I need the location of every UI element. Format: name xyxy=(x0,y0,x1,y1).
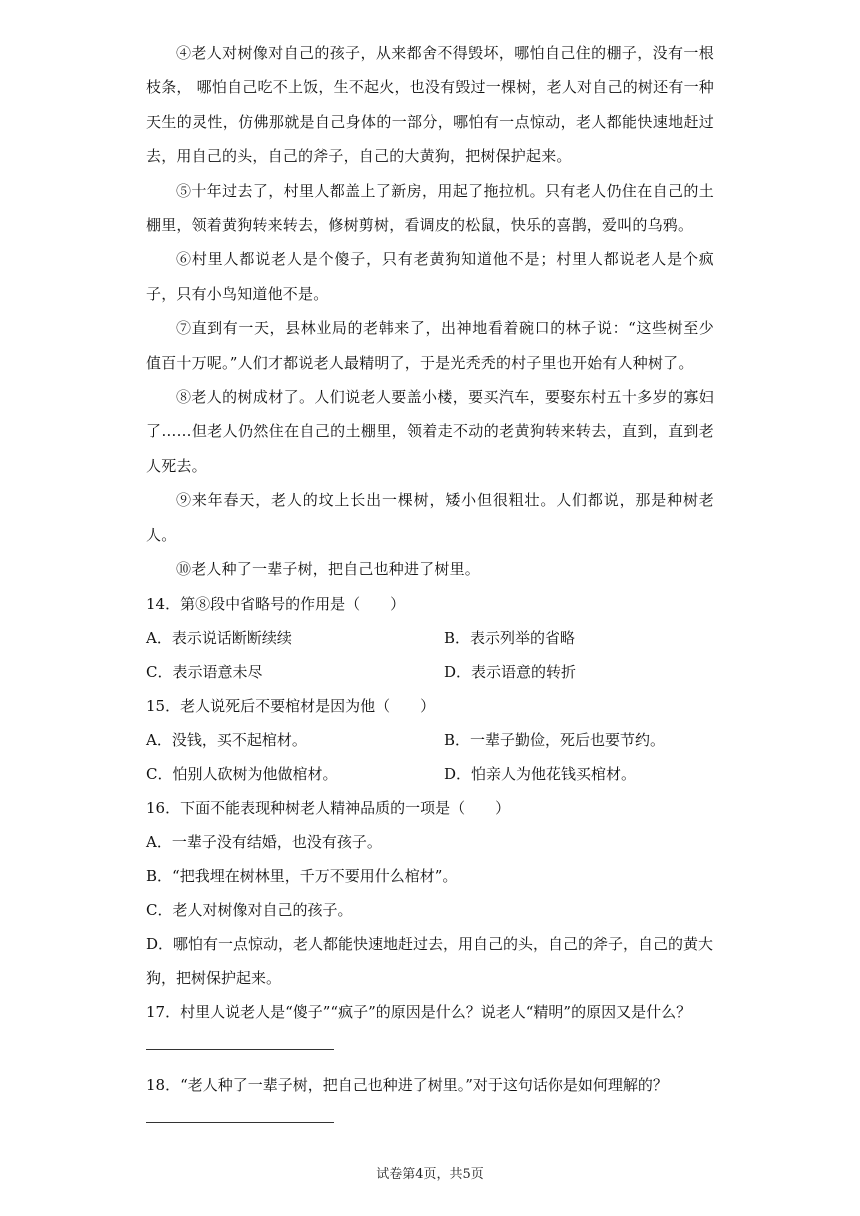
passage-paragraph-6: ⑥村里人都说老人是个傻子，只有老黄狗知道他不是；村里人都说老人是个疯子，只有小鸟知道他不是。 xyxy=(146,250,714,303)
question-17-stem: 17．村里人说老人是“傻子”“疯子”的原因是什么？说老人“精明”的原因又是什么？ xyxy=(146,1002,692,1021)
question-15-option-d[interactable]: D．怕亲人为他花钱买棺材。 xyxy=(444,764,637,783)
page-content xyxy=(146,36,714,1141)
passage-paragraph-10: ⑩老人种了一辈子树，把自己也种进了树里。 xyxy=(176,560,481,579)
question-15-option-b[interactable]: B．一辈子勤俭，死后也要节约。 xyxy=(444,730,666,749)
page-footer: 试卷第4页，共5页 xyxy=(376,1167,484,1182)
question-16-option-d[interactable]: D．哪怕有一点惊动，老人都能快速地赶过去，用自己的头，自己的斧子，自己的黄大狗，把树保护起来。 xyxy=(146,934,714,987)
question-14-option-a[interactable]: A．表示说话断断续续 xyxy=(146,628,292,647)
question-14-option-d[interactable]: D．表示语意的转折 xyxy=(444,662,577,681)
question-15-option-c[interactable]: C．怕别人砍树为他做棺材。 xyxy=(146,764,338,783)
question-14-option-c[interactable]: C．表示语意未尽 xyxy=(146,662,263,681)
question-15-option-a[interactable]: A．没钱，买不起棺材。 xyxy=(146,730,307,749)
question-18-stem: 18．“老人种了一辈子树，把自己也种进了树里。”对于这句话你是如何理解的？ xyxy=(146,1075,668,1094)
question-16-option-a[interactable]: A．一辈子没有结婚，也没有孩子。 xyxy=(146,832,382,851)
question-16-option-c[interactable]: C．老人对树像对自己的孩子。 xyxy=(146,900,353,919)
passage-paragraph-4: ④老人对树像对自己的孩子，从来都舍不得毁坏，哪怕自己住的棚子，没有一根枝条， 哪怕自己吃不上饭，生不起火，也没有毁过一棵树，老人对自己的树还有一种天生的灵性，仿佛那就是自己身体的一部分，哪怕有一点惊动，老人都能快速地赶过去，用自己的头，自己的斧子，自己的大黄狗，把树保护起来。 xyxy=(146,44,714,166)
question-15-options xyxy=(146,723,714,791)
passage-paragraph-9: ⑨来年春天，老人的坟上长出一棵树，矮小但很粗壮。人们都说，那是种树老人。 xyxy=(146,491,714,544)
question-16-option-b[interactable]: B．“把我埋在树林里，千万不要用什么棺材”。 xyxy=(146,866,458,885)
question-14-options xyxy=(146,621,714,689)
passage-paragraph-8: ⑧老人的树成材了。人们说老人要盖小楼，要买汽车，要娶东村五十多岁的寡妇了……但老人仍然住在自己的土棚里，领着走不动的老黄狗转来转去，直到，直到老人死去。 xyxy=(146,388,714,475)
question-16-stem: 16．下面不能表现种树老人精神品质的一项是（ ） xyxy=(146,798,511,817)
passage-paragraph-7: ⑦直到有一天，县林业局的老韩来了，出神地看着碗口的林子说：“这些树至少值百十万呢。”人们才都说老人最精明了，于是光秃秃的村子里也开始有人种树了。 xyxy=(146,319,714,372)
question-17-answer-line[interactable] xyxy=(146,1049,334,1050)
question-18-answer-line[interactable] xyxy=(146,1122,334,1123)
question-14-stem: 14．第⑧段中省略号的作用是（ ） xyxy=(146,594,406,613)
passage-paragraph-5: ⑤十年过去了，村里人都盖上了新房，用起了拖拉机。只有老人仍住在自己的土棚里，领着黄狗转来转去，修树剪树，看调皮的松鼠，快乐的喜鹊，爱叫的乌鸦。 xyxy=(146,181,714,235)
question-14-option-b[interactable]: B．表示列举的省略 xyxy=(444,628,576,647)
question-15-stem: 15．老人说死后不要棺材是因为他（ ） xyxy=(146,696,436,715)
